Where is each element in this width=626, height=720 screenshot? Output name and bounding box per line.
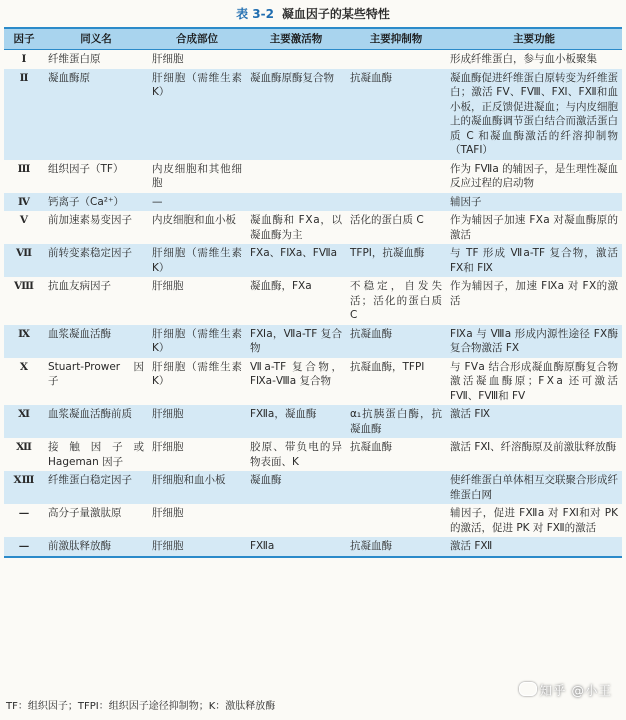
cell-factor: Ⅱ xyxy=(4,69,44,160)
cell-function: 与 FⅤa 结合形成凝血酶原酶复合物激活凝血酶原；FⅩa 还可激活 FⅦ、FⅧ和 FⅤ xyxy=(446,358,622,406)
table-body xyxy=(4,50,622,557)
cell-activator: 胶原、带负电的异物表面、K xyxy=(246,438,346,471)
cell-function: 作为辅因子，加速 FⅨa 对 FⅩ的激活 xyxy=(446,277,622,325)
watermark-text: 知乎 @小王 xyxy=(539,683,612,698)
header-synonym: 同义名 xyxy=(44,28,148,50)
cell-function: 凝血酶促进纤维蛋白原转变为纤维蛋白；激活 FⅤ、FⅧ、FⅪ、FⅫ和血小板，正反馈促进凝血；与内皮细胞上的凝血酶调节蛋白结合而激活蛋白质 C 和凝血酶激活的纤溶抑制物（TAFI） xyxy=(446,69,622,160)
cell-synonym: 血浆凝血活酶 xyxy=(44,325,148,358)
table-title: 凝血因子的某些特性 xyxy=(281,7,390,21)
table-row xyxy=(4,211,622,244)
cell-factor: Ⅹ xyxy=(4,358,44,406)
cell-synonym: 纤维蛋白稳定因子 xyxy=(44,471,148,504)
cell-function: FⅨa 与 Ⅷa 形成内源性途径 FⅩ酶复合物激活 FⅩ xyxy=(446,325,622,358)
cell-inhibitor: 抗凝血酶 xyxy=(346,325,446,358)
cell-synonym: 前转变素稳定因子 xyxy=(44,244,148,277)
cell-activator xyxy=(246,160,346,193)
cell-activator: FⅩa、FⅨa、FⅦa xyxy=(246,244,346,277)
table-number: 表 3-2 xyxy=(236,7,274,21)
cell-synonym: 抗血友病因子 xyxy=(44,277,148,325)
cell-synonym: 前加速素易变因子 xyxy=(44,211,148,244)
table-row xyxy=(4,471,622,504)
cell-factor: Ⅴ xyxy=(4,211,44,244)
cell-synthesis-site: 肝细胞 xyxy=(148,537,246,557)
cell-function: 作为 FⅦa 的辅因子，是生理性凝血反应过程的启动物 xyxy=(446,160,622,193)
cell-activator: Ⅶa-TF 复合物，FⅨa-Ⅷa 复合物 xyxy=(246,358,346,406)
cell-function: 使纤维蛋白单体相互交联聚合形成纤维蛋白网 xyxy=(446,471,622,504)
table-row xyxy=(4,69,622,160)
header-inhibitor: 主要抑制物 xyxy=(346,28,446,50)
cell-activator: FⅫa，凝血酶 xyxy=(246,405,346,438)
cell-synthesis-site: 肝细胞 xyxy=(148,405,246,438)
cell-inhibitor: 抗凝血酶 xyxy=(346,438,446,471)
cell-activator: FⅫa xyxy=(246,537,346,557)
cell-activator: 凝血酶和 FⅩa，以凝血酶为主 xyxy=(246,211,346,244)
cell-synthesis-site: 肝细胞（需维生素 K） xyxy=(148,358,246,406)
cell-synthesis-site: 肝细胞（需维生素 K） xyxy=(148,325,246,358)
cell-synonym: 凝血酶原 xyxy=(44,69,148,160)
cell-factor: Ⅳ xyxy=(4,193,44,212)
cell-factor: — xyxy=(4,537,44,557)
cell-inhibitor: 抗凝血酶，TFPI xyxy=(346,358,446,406)
cell-inhibitor xyxy=(346,471,446,504)
cell-synthesis-site: 肝细胞（需维生素 K） xyxy=(148,244,246,277)
cell-function: 激活 FⅫ xyxy=(446,537,622,557)
cell-activator: 凝血酶 xyxy=(246,471,346,504)
cell-synonym: 血浆凝血活酶前质 xyxy=(44,405,148,438)
cell-synthesis-site: 肝细胞 xyxy=(148,504,246,537)
cell-inhibitor: TFPI，抗凝血酶 xyxy=(346,244,446,277)
cell-function: 作为辅因子加速 FⅩa 对凝血酶原的激活 xyxy=(446,211,622,244)
cell-inhibitor xyxy=(346,50,446,69)
table-row xyxy=(4,193,622,212)
table-row xyxy=(4,504,622,537)
table-row xyxy=(4,160,622,193)
cell-factor: Ⅻ xyxy=(4,438,44,471)
cell-synonym: 纤维蛋白原 xyxy=(44,50,148,69)
cell-synonym: 接触因子或 Hageman 因子 xyxy=(44,438,148,471)
cell-synonym: 组织因子（TF） xyxy=(44,160,148,193)
header-activator: 主要激活物 xyxy=(246,28,346,50)
cell-function: 激活 FⅨ xyxy=(446,405,622,438)
table-row xyxy=(4,537,622,557)
cell-synthesis-site: 肝细胞 xyxy=(148,50,246,69)
table-header-row xyxy=(4,28,622,50)
cell-synthesis-site: 内皮细胞和其他细胞 xyxy=(148,160,246,193)
table-footnote: TF：组织因子；TFPI：组织因子途径抑制物；K：激肽释放酶 xyxy=(6,701,276,712)
cell-activator: FⅪa，Ⅶa-TF 复合物 xyxy=(246,325,346,358)
cell-synonym: 钙离子（Ca²⁺） xyxy=(44,193,148,212)
watermark xyxy=(519,681,612,699)
cell-synonym: Stuart-Prower 因子 xyxy=(44,358,148,406)
cell-inhibitor: 活化的蛋白质 C xyxy=(346,211,446,244)
cell-activator xyxy=(246,50,346,69)
cell-function: 与 TF 形成 Ⅶa-TF 复合物，激活 FⅩ和 FⅨ xyxy=(446,244,622,277)
cell-factor: Ⅶ xyxy=(4,244,44,277)
cell-synthesis-site: 内皮细胞和血小板 xyxy=(148,211,246,244)
cell-activator xyxy=(246,193,346,212)
cell-factor: — xyxy=(4,504,44,537)
cell-activator: 凝血酶，FⅩa xyxy=(246,277,346,325)
cell-factor: ⅩⅢ xyxy=(4,471,44,504)
cell-activator xyxy=(246,504,346,537)
cell-activator: 凝血酶原酶复合物 xyxy=(246,69,346,160)
table-row xyxy=(4,277,622,325)
cell-synthesis-site: — xyxy=(148,193,246,212)
cell-synonym: 前激肽释放酶 xyxy=(44,537,148,557)
cell-synthesis-site: 肝细胞 xyxy=(148,438,246,471)
table-row xyxy=(4,244,622,277)
cell-inhibitor: α₁抗胰蛋白酶，抗凝血酶 xyxy=(346,405,446,438)
table-row xyxy=(4,358,622,406)
cell-synthesis-site: 肝细胞和血小板 xyxy=(148,471,246,504)
cell-function: 辅因子 xyxy=(446,193,622,212)
cell-function: 激活 FⅪ、纤溶酶原及前激肽释放酶 xyxy=(446,438,622,471)
cell-inhibitor xyxy=(346,504,446,537)
header-synthesis-site: 合成部位 xyxy=(148,28,246,50)
cell-inhibitor xyxy=(346,193,446,212)
zhihu-logo-icon xyxy=(519,682,537,696)
cell-synonym: 高分子量激肽原 xyxy=(44,504,148,537)
header-factor: 因子 xyxy=(4,28,44,50)
cell-function: 形成纤维蛋白，参与血小板聚集 xyxy=(446,50,622,69)
cell-factor: Ⅺ xyxy=(4,405,44,438)
coagulation-factor-table xyxy=(4,27,622,558)
cell-factor: Ⅸ xyxy=(4,325,44,358)
table-row xyxy=(4,325,622,358)
table-row xyxy=(4,438,622,471)
cell-synthesis-site: 肝细胞（需维生素 K） xyxy=(148,69,246,160)
cell-factor: Ⅷ xyxy=(4,277,44,325)
table-caption xyxy=(0,6,626,22)
cell-inhibitor: 抗凝血酶 xyxy=(346,537,446,557)
table-row xyxy=(4,405,622,438)
cell-inhibitor: 抗凝血酶 xyxy=(346,69,446,160)
cell-synthesis-site: 肝细胞 xyxy=(148,277,246,325)
cell-factor: Ⅲ xyxy=(4,160,44,193)
table-row xyxy=(4,50,622,69)
header-function: 主要功能 xyxy=(446,28,622,50)
cell-factor: Ⅰ xyxy=(4,50,44,69)
cell-function: 辅因子，促进 FⅫa 对 FⅪ和对 PK 的激活，促进 PK 对 FⅫ的激活 xyxy=(446,504,622,537)
cell-inhibitor: 不稳定，自发失活；活化的蛋白质 C xyxy=(346,277,446,325)
cell-inhibitor xyxy=(346,160,446,193)
